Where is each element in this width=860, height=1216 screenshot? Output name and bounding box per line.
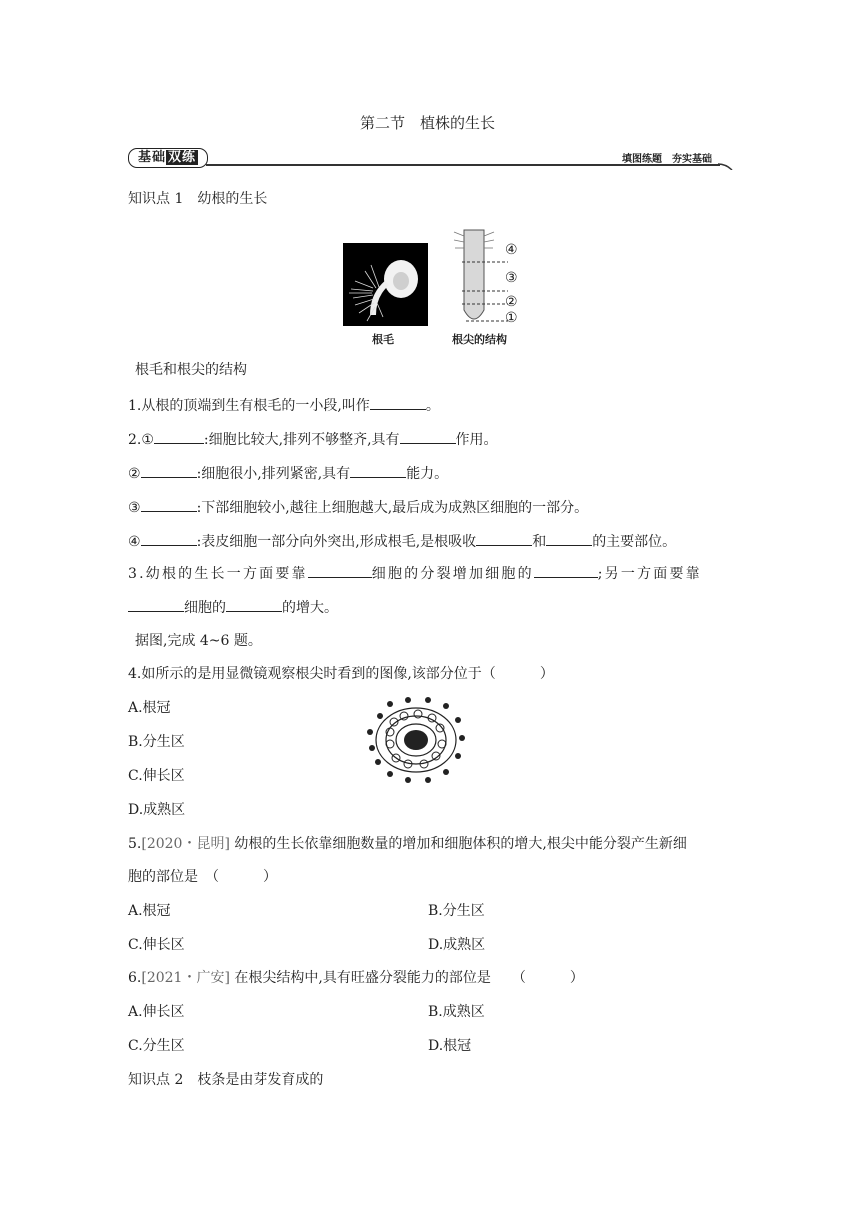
marker-3: ③ — [505, 270, 518, 286]
answer-blank[interactable] — [141, 463, 197, 478]
q3-text-e: 的增大。 — [282, 600, 338, 616]
q2-2-text: :细胞很小,排列紧密,具有 — [196, 466, 351, 482]
marker-4: ④ — [505, 242, 518, 258]
q5-close: ） — [263, 869, 277, 885]
answer-blank[interactable] — [141, 497, 197, 512]
answer-blank[interactable] — [370, 395, 426, 410]
microscope-cross-section-image — [360, 692, 472, 788]
answer-blank[interactable] — [476, 531, 532, 546]
q2-1-text: :细胞比较大,排列不够整齐,具有 — [203, 432, 400, 448]
answer-blank[interactable] — [308, 563, 372, 578]
caption-root-hair: 根毛 — [372, 333, 394, 346]
q2-4-and: 和 — [532, 534, 547, 550]
figure-subtitle: 根毛和根尖的结构 — [135, 362, 247, 378]
q6-option-a[interactable]: A.伸长区 — [128, 1004, 185, 1020]
answer-blank[interactable] — [226, 597, 282, 612]
q5-option-c[interactable]: C.伸长区 — [128, 937, 185, 953]
q5-num: 5. — [128, 836, 142, 852]
banner-end-curve — [718, 158, 734, 170]
instruction: 据图,完成 4~6 题。 — [135, 633, 262, 649]
answer-blank[interactable] — [154, 429, 204, 444]
q6-option-d[interactable]: D.根冠 — [428, 1038, 472, 1054]
q2-3-num: ③ — [128, 500, 141, 516]
q4-option-c[interactable]: C.伸长区 — [128, 768, 185, 784]
section-banner-label — [128, 148, 208, 168]
knowledge-point-2: 知识点 2 枝条是由芽发育成的 — [128, 1072, 324, 1088]
answer-blank[interactable] — [534, 563, 598, 578]
cross-section-drawing — [360, 692, 472, 788]
question-2-item-3 — [128, 497, 588, 518]
question-4 — [128, 664, 554, 684]
q4-option-b[interactable]: B.分生区 — [128, 734, 185, 750]
question-6 — [128, 968, 584, 988]
question-1 — [128, 395, 440, 416]
q1-end: 。 — [425, 398, 440, 414]
q4-stem: 4.如所示的是用显微镜观察根尖时看到的图像,该部分位于（ — [128, 666, 496, 682]
question-3-line-2 — [128, 597, 338, 618]
q4-option-d[interactable]: D.成熟区 — [128, 802, 186, 818]
knowledge-point-1: 知识点 1 幼根的生长 — [128, 191, 268, 207]
q5-option-d[interactable]: D.成熟区 — [428, 937, 486, 953]
q3-text-c: ;另一方面要靠 — [597, 566, 702, 582]
answer-blank[interactable] — [350, 463, 406, 478]
banner-label-light: 基础 — [137, 150, 166, 165]
q2-1-end: 作用。 — [455, 432, 498, 448]
q5-stem-2: 胞的部位是 （ — [128, 869, 219, 885]
q1-text: 1.从根的顶端到生有根毛的一小段,叫作 — [128, 398, 370, 414]
answer-blank[interactable] — [141, 531, 197, 546]
banner-label-dark: 双练 — [168, 150, 197, 165]
q2-1-num: 2.① — [128, 432, 154, 448]
q2-4-num: ④ — [128, 534, 141, 550]
root-hair-photo — [343, 243, 428, 326]
q5-stem: 幼根的生长依靠细胞数量的增加和细胞体积的增大,根尖中能分裂产生新细 — [229, 836, 687, 852]
question-3 — [128, 563, 702, 584]
question-2-item-4 — [128, 531, 676, 552]
q5-source: [2020・昆明] — [141, 836, 230, 852]
question-2-item-1 — [128, 429, 498, 450]
caption-root-tip: 根尖的结构 — [452, 333, 507, 346]
q5-option-a[interactable]: A.根冠 — [128, 903, 171, 919]
q3-text-d: 细胞的 — [184, 600, 226, 616]
q5-option-b[interactable]: B.分生区 — [428, 903, 485, 919]
q4-close: ） — [539, 666, 554, 682]
page-title: 第二节 植株的生长 — [360, 114, 496, 132]
root-hair-image — [343, 243, 428, 326]
q2-4-end: 的主要部位。 — [592, 534, 677, 550]
q3-text-b: 细胞的分裂增加细胞的 — [371, 566, 534, 582]
q4-option-a[interactable]: A.根冠 — [128, 700, 171, 716]
marker-2: ② — [505, 294, 518, 310]
q2-2-end: 能力。 — [406, 466, 449, 482]
q2-2-num: ② — [128, 466, 141, 482]
banner-right-text: 填图练题 夯实基础 — [622, 154, 712, 165]
q6-stem: 在根尖结构中,具有旺盛分裂能力的部位是 （ — [229, 970, 526, 986]
question-5 — [128, 834, 687, 854]
q6-num: 6. — [128, 970, 142, 986]
answer-blank[interactable] — [546, 531, 592, 546]
q6-option-b[interactable]: B.成熟区 — [428, 1004, 485, 1020]
q6-source: [2021・广安] — [141, 970, 230, 986]
marker-1: ① — [505, 310, 518, 326]
question-5-line-2 — [128, 867, 277, 887]
answer-blank[interactable] — [400, 429, 456, 444]
q6-close: ） — [569, 970, 584, 986]
question-2-item-2 — [128, 463, 448, 484]
q2-4-text: :表皮细胞一部分向外突出,形成根毛,是根吸收 — [196, 534, 477, 550]
q6-option-c[interactable]: C.分生区 — [128, 1038, 185, 1054]
answer-blank[interactable] — [128, 597, 184, 612]
q2-3-text: :下部细胞较小,越往上细胞越大,最后成为成熟区细胞的一部分。 — [196, 500, 589, 516]
q3-text-a: 3.幼根的生长一方面要靠 — [128, 566, 308, 582]
